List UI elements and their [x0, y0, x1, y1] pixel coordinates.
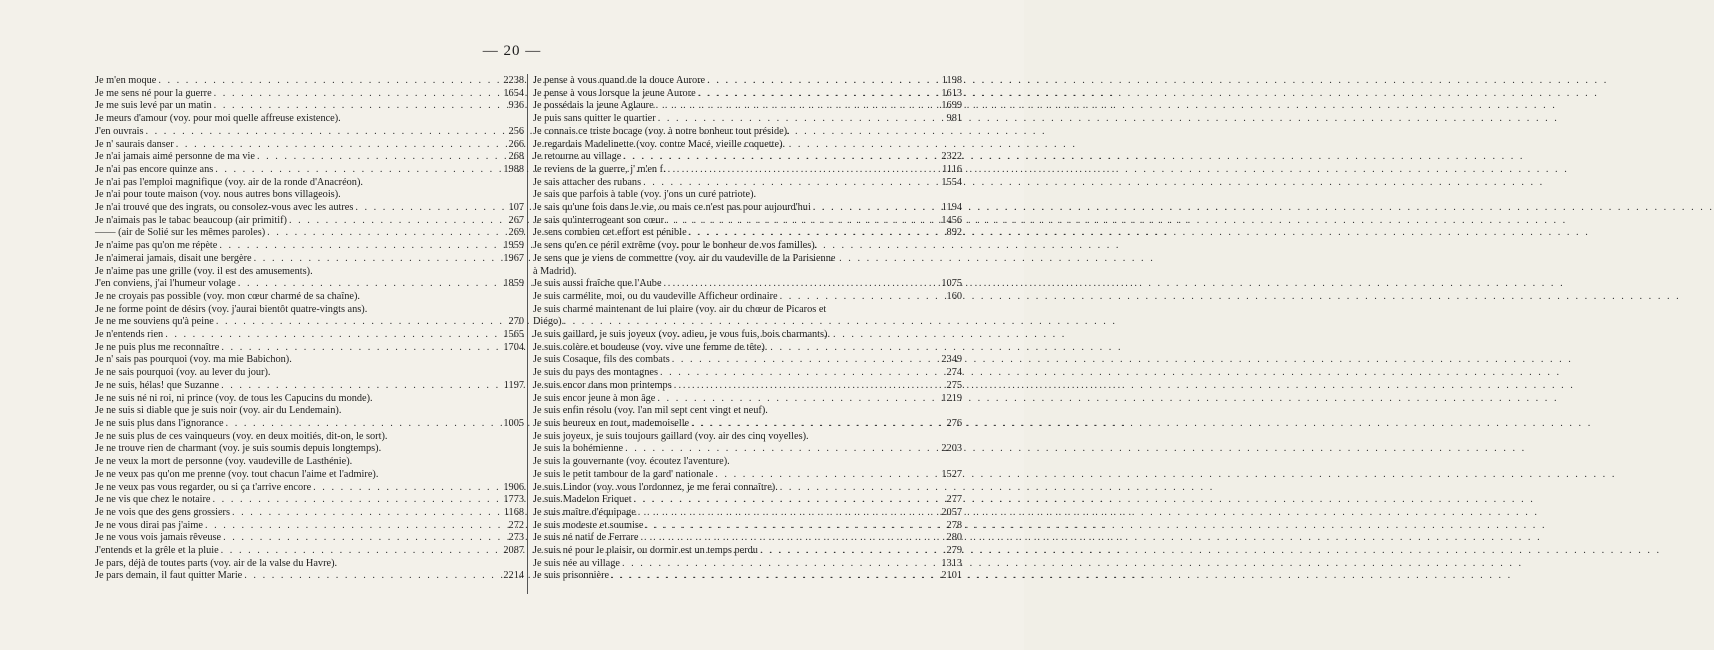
- entry-title: Je suis heureux en tout, mademoiselle: [533, 417, 690, 429]
- entry-number: 276: [946, 417, 962, 429]
- entry-number: 2203: [941, 443, 962, 455]
- entry-title: Je n'ai trouvé que des ingrats, ou consolez-vous avec les autres: [95, 202, 354, 214]
- index-entry: [95, 354, 524, 367]
- entry-title: Je reviens de la guerre, j' m'en f.: [533, 163, 666, 175]
- entry-title: Je n'aime pas qu'on me répète: [95, 240, 218, 252]
- dot-leader: [643, 177, 938, 190]
- entry-title: Je n' saurais danser: [95, 138, 174, 150]
- entry-number: 107: [508, 202, 524, 214]
- dot-leader: [313, 482, 500, 495]
- entry-title: Je suis Madelon Friquet: [533, 494, 632, 506]
- index-entry: [533, 405, 962, 418]
- entry-title: Je ne vis que chez le notaire: [95, 494, 211, 506]
- index-entry: [533, 266, 962, 279]
- index-entry: [533, 291, 962, 304]
- index-entry: [533, 177, 962, 190]
- entry-number: 1967: [503, 252, 524, 264]
- entry-title: Je me suis levé par un matin: [95, 100, 212, 112]
- dot-leader: [213, 494, 500, 507]
- index-entry: [95, 126, 524, 139]
- entry-title: Je ne veux pas qu'on me prenne (voy. tout chacun l'aime et l'admire).: [95, 468, 379, 480]
- dot-leader: [664, 278, 938, 291]
- index-entry: [533, 393, 962, 406]
- index-entry: [533, 431, 962, 444]
- dot-leader: [813, 202, 938, 215]
- entry-number: 892: [946, 227, 962, 239]
- index-entry: [533, 520, 962, 533]
- dot-leader: [232, 507, 500, 520]
- index-entry: [95, 215, 524, 228]
- entry-number: 160: [946, 290, 962, 302]
- dot-leader: [707, 75, 938, 88]
- index-entry: [95, 304, 524, 317]
- index-entry: [95, 202, 524, 215]
- index-entry: [533, 507, 962, 520]
- entry-number: 1075: [941, 278, 962, 290]
- index-entry: [533, 469, 962, 482]
- index-entry: [533, 570, 962, 583]
- index-entry: [533, 202, 962, 215]
- index-entry: [95, 139, 524, 152]
- index-entry: [533, 456, 962, 469]
- index-entry: [95, 189, 524, 202]
- entry-title: Je suis enfin résolu (voy. l'an mil sept cent vingt et neuf).: [533, 405, 768, 417]
- entry-title: Je sens qu'en ce péril extrême (voy. pour le bonheur de vos familles).: [533, 240, 818, 252]
- index-entry: [533, 215, 962, 228]
- entry-number: 275: [946, 379, 962, 391]
- entry-title: Je n'aimerai jamais, disait une bergère: [95, 252, 252, 264]
- entry-title: Je ne suis si diable que je suis noir (voy. air du Lendemain).: [95, 405, 342, 417]
- index-entry: [533, 418, 962, 431]
- index-entry: [95, 494, 524, 507]
- entry-title: Je ne vous dirai pas j'aime: [95, 519, 203, 531]
- entry-number: 1554: [941, 176, 962, 188]
- entry-title: Je meurs d'amour (voy. pour moi quelle affreuse existence).: [95, 113, 341, 125]
- dot-leader: [780, 291, 938, 304]
- index-entry: [533, 227, 962, 240]
- entry-title: Je pense à vous quand de la douce Aurore: [533, 75, 706, 86]
- entry-title: Je n'aime pas une grille (voy. il est des amusements).: [95, 265, 313, 277]
- dot-leader: [244, 570, 500, 583]
- index-entry: [95, 418, 524, 431]
- entry-number: 1906: [503, 481, 524, 493]
- index-entry: [95, 316, 524, 329]
- entry-title: Je pense à vous lorsque la jeune Aurore: [533, 87, 696, 99]
- entry-title: Je suis né pour le plaisir, ou dormir est un temps perdu: [533, 545, 758, 557]
- dot-leader: [145, 126, 500, 139]
- dot-leader: [219, 240, 500, 253]
- entry-title: Je suis colère et boudeuse (voy. vive une femme de tête).: [533, 341, 768, 353]
- entry-title: Je puis sans quitter le quartier: [533, 113, 656, 125]
- entry-number: 269: [508, 227, 524, 239]
- entry-title: Je suis Lindor (voy. vous l'ordonnez, je me ferai connaître).: [533, 481, 778, 493]
- entry-title: Je suis carmélite, moi, ou du vaudeville Afficheur ordinaire: [533, 290, 778, 302]
- dot-leader: [214, 88, 500, 101]
- entry-title: Je n'ai jamais aimé personne de ma vie: [95, 151, 255, 163]
- entry-number: 1313: [941, 557, 962, 569]
- entry-number: 1194: [941, 202, 962, 214]
- entry-number: 1168: [503, 506, 524, 518]
- index-entry: [95, 240, 524, 253]
- entry-title: Je ne veux la mort de personne (voy. vaudeville de Lasthénie).: [95, 456, 353, 468]
- index-entry: [95, 532, 524, 545]
- dot-leader: [674, 380, 938, 393]
- entry-title: Je suis joyeux, je suis toujours gaillard (voy. air des cinq voyelles).: [533, 430, 809, 442]
- index-entry: [95, 558, 524, 571]
- index-entry: [533, 329, 962, 342]
- index-entry: [95, 164, 524, 177]
- index-entry: [533, 545, 962, 558]
- entry-number: 2322: [941, 151, 962, 163]
- dot-leader: [176, 139, 500, 152]
- index-entry: [95, 443, 524, 456]
- entry-title: Je ne croyais pas possible (voy. mon cœur charmé de sa chaîne).: [95, 290, 360, 302]
- entry-number: 1859: [503, 278, 524, 290]
- index-entry: [95, 342, 524, 355]
- entry-title: Je ne puis plus me reconnaître: [95, 341, 220, 353]
- entry-title: —— (air de Solié sur les mêmes paroles): [95, 227, 266, 239]
- index-entry: [533, 189, 962, 202]
- dot-leader: [355, 202, 500, 215]
- index-entry: [533, 164, 962, 177]
- dot-leader: [254, 253, 500, 266]
- entry-number: 1699: [941, 100, 962, 112]
- entry-number: 1773: [503, 494, 524, 506]
- dot-leader: [221, 342, 500, 355]
- index-column-right: [533, 75, 962, 583]
- dot-leader: [691, 418, 938, 431]
- entry-number: 270: [508, 316, 524, 328]
- page-number: — 20 —: [482, 43, 542, 59]
- index-entry: [533, 278, 962, 291]
- entry-title: Je suis la bohémienne: [533, 443, 624, 455]
- dot-leader: [666, 215, 938, 228]
- index-entry: [533, 380, 962, 393]
- entry-number: 981: [946, 113, 962, 125]
- entry-title: Je ne vois que des gens grossiers: [95, 506, 230, 518]
- index-entry: [95, 278, 524, 291]
- index-entry: [95, 75, 524, 88]
- dot-leader: [641, 532, 938, 545]
- entry-title: Je suis encor dans mon printemps: [533, 379, 672, 391]
- entry-title: Je suis charmé maintenant de lui plaire (voy. air du chœur de Picaros et: [533, 303, 827, 315]
- dot-leader: [257, 151, 500, 164]
- dot-leader: [223, 532, 500, 545]
- index-entry: [95, 482, 524, 495]
- dot-leader: [656, 100, 938, 113]
- dot-leader: [221, 545, 500, 558]
- index-entry: [533, 253, 962, 266]
- dot-leader: [638, 507, 938, 520]
- entry-title: Je suis prisonnière: [533, 570, 610, 582]
- dot-leader: [611, 570, 938, 583]
- entry-number: 1654: [503, 87, 524, 99]
- index-entry: [533, 342, 962, 355]
- dot-leader: [645, 520, 938, 533]
- entry-title: Je possédais la jeune Aglaure: [533, 100, 654, 112]
- index-entry: [533, 151, 962, 164]
- index-entry: [533, 558, 962, 571]
- index-entry: [95, 456, 524, 469]
- index-entry: [95, 177, 524, 190]
- entry-title: J'entends et la grêle et la pluie: [95, 545, 219, 557]
- dot-leader: [760, 545, 938, 558]
- dot-leader: [625, 443, 938, 456]
- dot-leader: [267, 227, 500, 240]
- dot-leader: [622, 558, 938, 571]
- entry-number: 274: [946, 367, 962, 379]
- index-entry: [533, 354, 962, 367]
- entry-title: Je ne suis plus dans l'ignorance: [95, 417, 224, 429]
- entry-title: Je suis modeste et soumise: [533, 519, 644, 531]
- dot-leader: [158, 75, 500, 88]
- entry-number: 268: [508, 151, 524, 163]
- entry-number: 1197: [503, 379, 524, 391]
- entry-number: 256: [508, 125, 524, 137]
- entry-title: Je ne sais pourquoi (voy. au lever du jour).: [95, 367, 271, 379]
- entry-number: 2057: [941, 506, 962, 518]
- dot-leader: [214, 100, 500, 113]
- entry-title: Je ne suis plus de ces vainqueurs (voy. en deux moitiés, dit-on, le sort).: [95, 430, 388, 442]
- entry-title: Je retourne au village: [533, 151, 622, 163]
- entry-number: 272: [508, 519, 524, 531]
- dot-leader: [658, 113, 938, 126]
- entry-number: 2238: [503, 75, 524, 86]
- entry-title: Je sais que parfois à table (voy. j'ons un curé patriote).: [533, 189, 757, 201]
- entry-number: 280: [946, 532, 962, 544]
- entry-number: 936: [508, 100, 524, 112]
- entry-title: Je ne vous vois jamais rêveuse: [95, 532, 222, 544]
- entry-title: Je regardais Madelinette (voy. contre Macé, vieille coquette).: [533, 138, 786, 150]
- dot-leader: [216, 316, 500, 329]
- dot-leader: [657, 393, 938, 406]
- entry-title: à Madrid).: [533, 265, 577, 277]
- index-entry: [533, 75, 962, 88]
- entry-title: Je suis la gouvernante (voy. écoutez l'aventure).: [533, 456, 730, 468]
- index-entry: [533, 139, 962, 152]
- index-entry: [95, 405, 524, 418]
- entry-title: Je suis du pays des montagnes: [533, 367, 658, 379]
- entry-number: 1613: [941, 87, 962, 99]
- index-entry: [95, 291, 524, 304]
- entry-title: J'en conviens, j'ai l'humeur volage: [95, 278, 236, 290]
- dot-leader: [215, 164, 500, 177]
- index-entry: [95, 266, 524, 279]
- dot-leader: [205, 520, 500, 533]
- entry-number: 2349: [941, 354, 962, 366]
- entry-title: Je sais attacher des rubans: [533, 176, 642, 188]
- dot-leader: [672, 354, 938, 367]
- dot-leader: [668, 164, 938, 177]
- dot-leader: [698, 88, 938, 101]
- entry-number: 1116: [942, 163, 962, 175]
- entry-title: Je suis Cosaque, fils des combats: [533, 354, 670, 366]
- index-entry: [533, 316, 962, 329]
- entry-title: Je ne suis, hélas! que Suzanne: [95, 379, 220, 391]
- entry-title: Je ne trouve rien de charmant (voy. je suis soumis depuis longtemps).: [95, 443, 382, 455]
- index-entry: [533, 240, 962, 253]
- entry-title: Je ne suis né ni roi, ni prince (voy. de tous les Capucins du monde).: [95, 392, 373, 404]
- index-entry: [95, 253, 524, 266]
- index-entry: [95, 431, 524, 444]
- dot-leader: [715, 469, 938, 482]
- index-entry: [95, 113, 524, 126]
- index-entry: [533, 494, 962, 507]
- index-entry: [95, 367, 524, 380]
- index-entry: [95, 507, 524, 520]
- entry-number: 1198: [941, 75, 962, 86]
- entry-number: 273: [508, 532, 524, 544]
- entry-title: Je sens combien cet effort est pénible: [533, 227, 687, 239]
- entry-title: Je me sens né pour la guerre: [95, 87, 212, 99]
- entry-title: Je suis maître d'équipage: [533, 506, 636, 518]
- index-entry: [95, 380, 524, 393]
- entry-title: Je suis le petit tambour de la gard' nationale: [533, 468, 714, 480]
- dot-leader: [289, 215, 500, 228]
- index-entry: [95, 151, 524, 164]
- index-entry: [95, 469, 524, 482]
- entry-number: 2214: [503, 570, 524, 582]
- index-entry: [95, 88, 524, 101]
- index-entry: [533, 126, 962, 139]
- dot-leader: [689, 227, 938, 240]
- index-entry: [533, 88, 962, 101]
- entry-title: Je suis née au village: [533, 557, 620, 569]
- dot-leader: [221, 380, 500, 393]
- entry-title: Je sais qu'une fois dans le vie, ou mais ce n'est pas pour aujourd'hui: [533, 202, 811, 214]
- index-column-left: [95, 75, 524, 583]
- dot-leader: [623, 151, 938, 164]
- entry-title: J'en ouvrais: [95, 125, 144, 137]
- dot-leader: [634, 494, 938, 507]
- entry-title: Je connais ce triste bocage (voy. à notre bonheur tout préside).: [533, 125, 790, 137]
- entry-title: Je suis encor jeune à mon âge: [533, 392, 656, 404]
- entry-title: Je pars demain, il faut quitter Marie: [95, 570, 243, 582]
- index-entry: [533, 482, 962, 495]
- entry-number: 1456: [941, 214, 962, 226]
- entry-number: 266: [508, 138, 524, 150]
- index-entry: [533, 304, 962, 317]
- index-entry: [95, 329, 524, 342]
- entry-number: 267: [508, 214, 524, 226]
- dot-leader: [660, 367, 938, 380]
- index-entry: [533, 443, 962, 456]
- entry-title: Je ne me souviens qu'à peine: [95, 316, 214, 328]
- entry-number: 1005: [503, 417, 524, 429]
- entry-number: 277: [946, 494, 962, 506]
- dot-leader: [226, 418, 500, 431]
- entry-number: 279: [946, 545, 962, 557]
- entry-title: Je sais qu'interrogeant son cœur: [533, 214, 665, 226]
- entry-number: 1565: [503, 329, 524, 341]
- entry-number: 1704: [503, 341, 524, 353]
- entry-title: Je m'en moque: [95, 75, 157, 86]
- index-entry: [533, 367, 962, 380]
- index-entry: [95, 545, 524, 558]
- index-entry: [95, 227, 524, 240]
- dot-leader: [165, 329, 500, 342]
- index-entry: [533, 100, 962, 113]
- entry-number: 2101: [941, 570, 962, 582]
- entry-number: 1959: [503, 240, 524, 252]
- entry-number: 1527: [941, 468, 962, 480]
- index-entry: [95, 393, 524, 406]
- entry-title: Je suis aussi fraîche que l'Aube: [533, 278, 662, 290]
- entry-title: Je n'aimais pas le tabac beaucoup (air primitif): [95, 214, 287, 226]
- index-entry: [533, 113, 962, 126]
- entry-title: Je n'ai pas l'emploi magnifique (voy. air de la ronde d'Anacréon).: [95, 176, 363, 188]
- entry-number: 278: [946, 519, 962, 531]
- dot-leader: [238, 278, 500, 291]
- entry-title: Je n' sais pas pourquoi (voy. ma mie Babichon).: [95, 354, 292, 366]
- entry-title: Diégo).: [533, 316, 565, 328]
- entry-title: Je n'entends rien: [95, 329, 164, 341]
- index-entry: [533, 532, 962, 545]
- entry-number: 2087: [503, 545, 524, 557]
- entry-title: Je n'ai pas encore quinze ans: [95, 163, 214, 175]
- entry-number: 1219: [941, 392, 962, 404]
- entry-title: Je sens que je viens de commettre (voy. air du vaudeville de la Parisienne: [533, 252, 836, 264]
- index-entry: [95, 100, 524, 113]
- index-entry: [95, 520, 524, 533]
- entry-title: Je suis gaillard, je suis joyeux (voy. adieu, je vous fuis, bois charmants).: [533, 329, 831, 341]
- entry-number: 1988: [503, 163, 524, 175]
- entry-title: Je suis né natif de Ferrare: [533, 532, 639, 544]
- entry-title: Je ne forme point de désirs (voy. j'aurai bientôt quatre-vingts ans).: [95, 303, 368, 315]
- entry-title: Je pars, déjà de toutes parts (voy. air de la valse du Havre).: [95, 557, 338, 569]
- entry-title: Je ne veux pas vous regarder, ou si ça t'arrive encore: [95, 481, 312, 493]
- index-entry: [95, 570, 524, 583]
- entry-title: Je n'ai pour toute maison (voy. nous autres bons villageois).: [95, 189, 341, 201]
